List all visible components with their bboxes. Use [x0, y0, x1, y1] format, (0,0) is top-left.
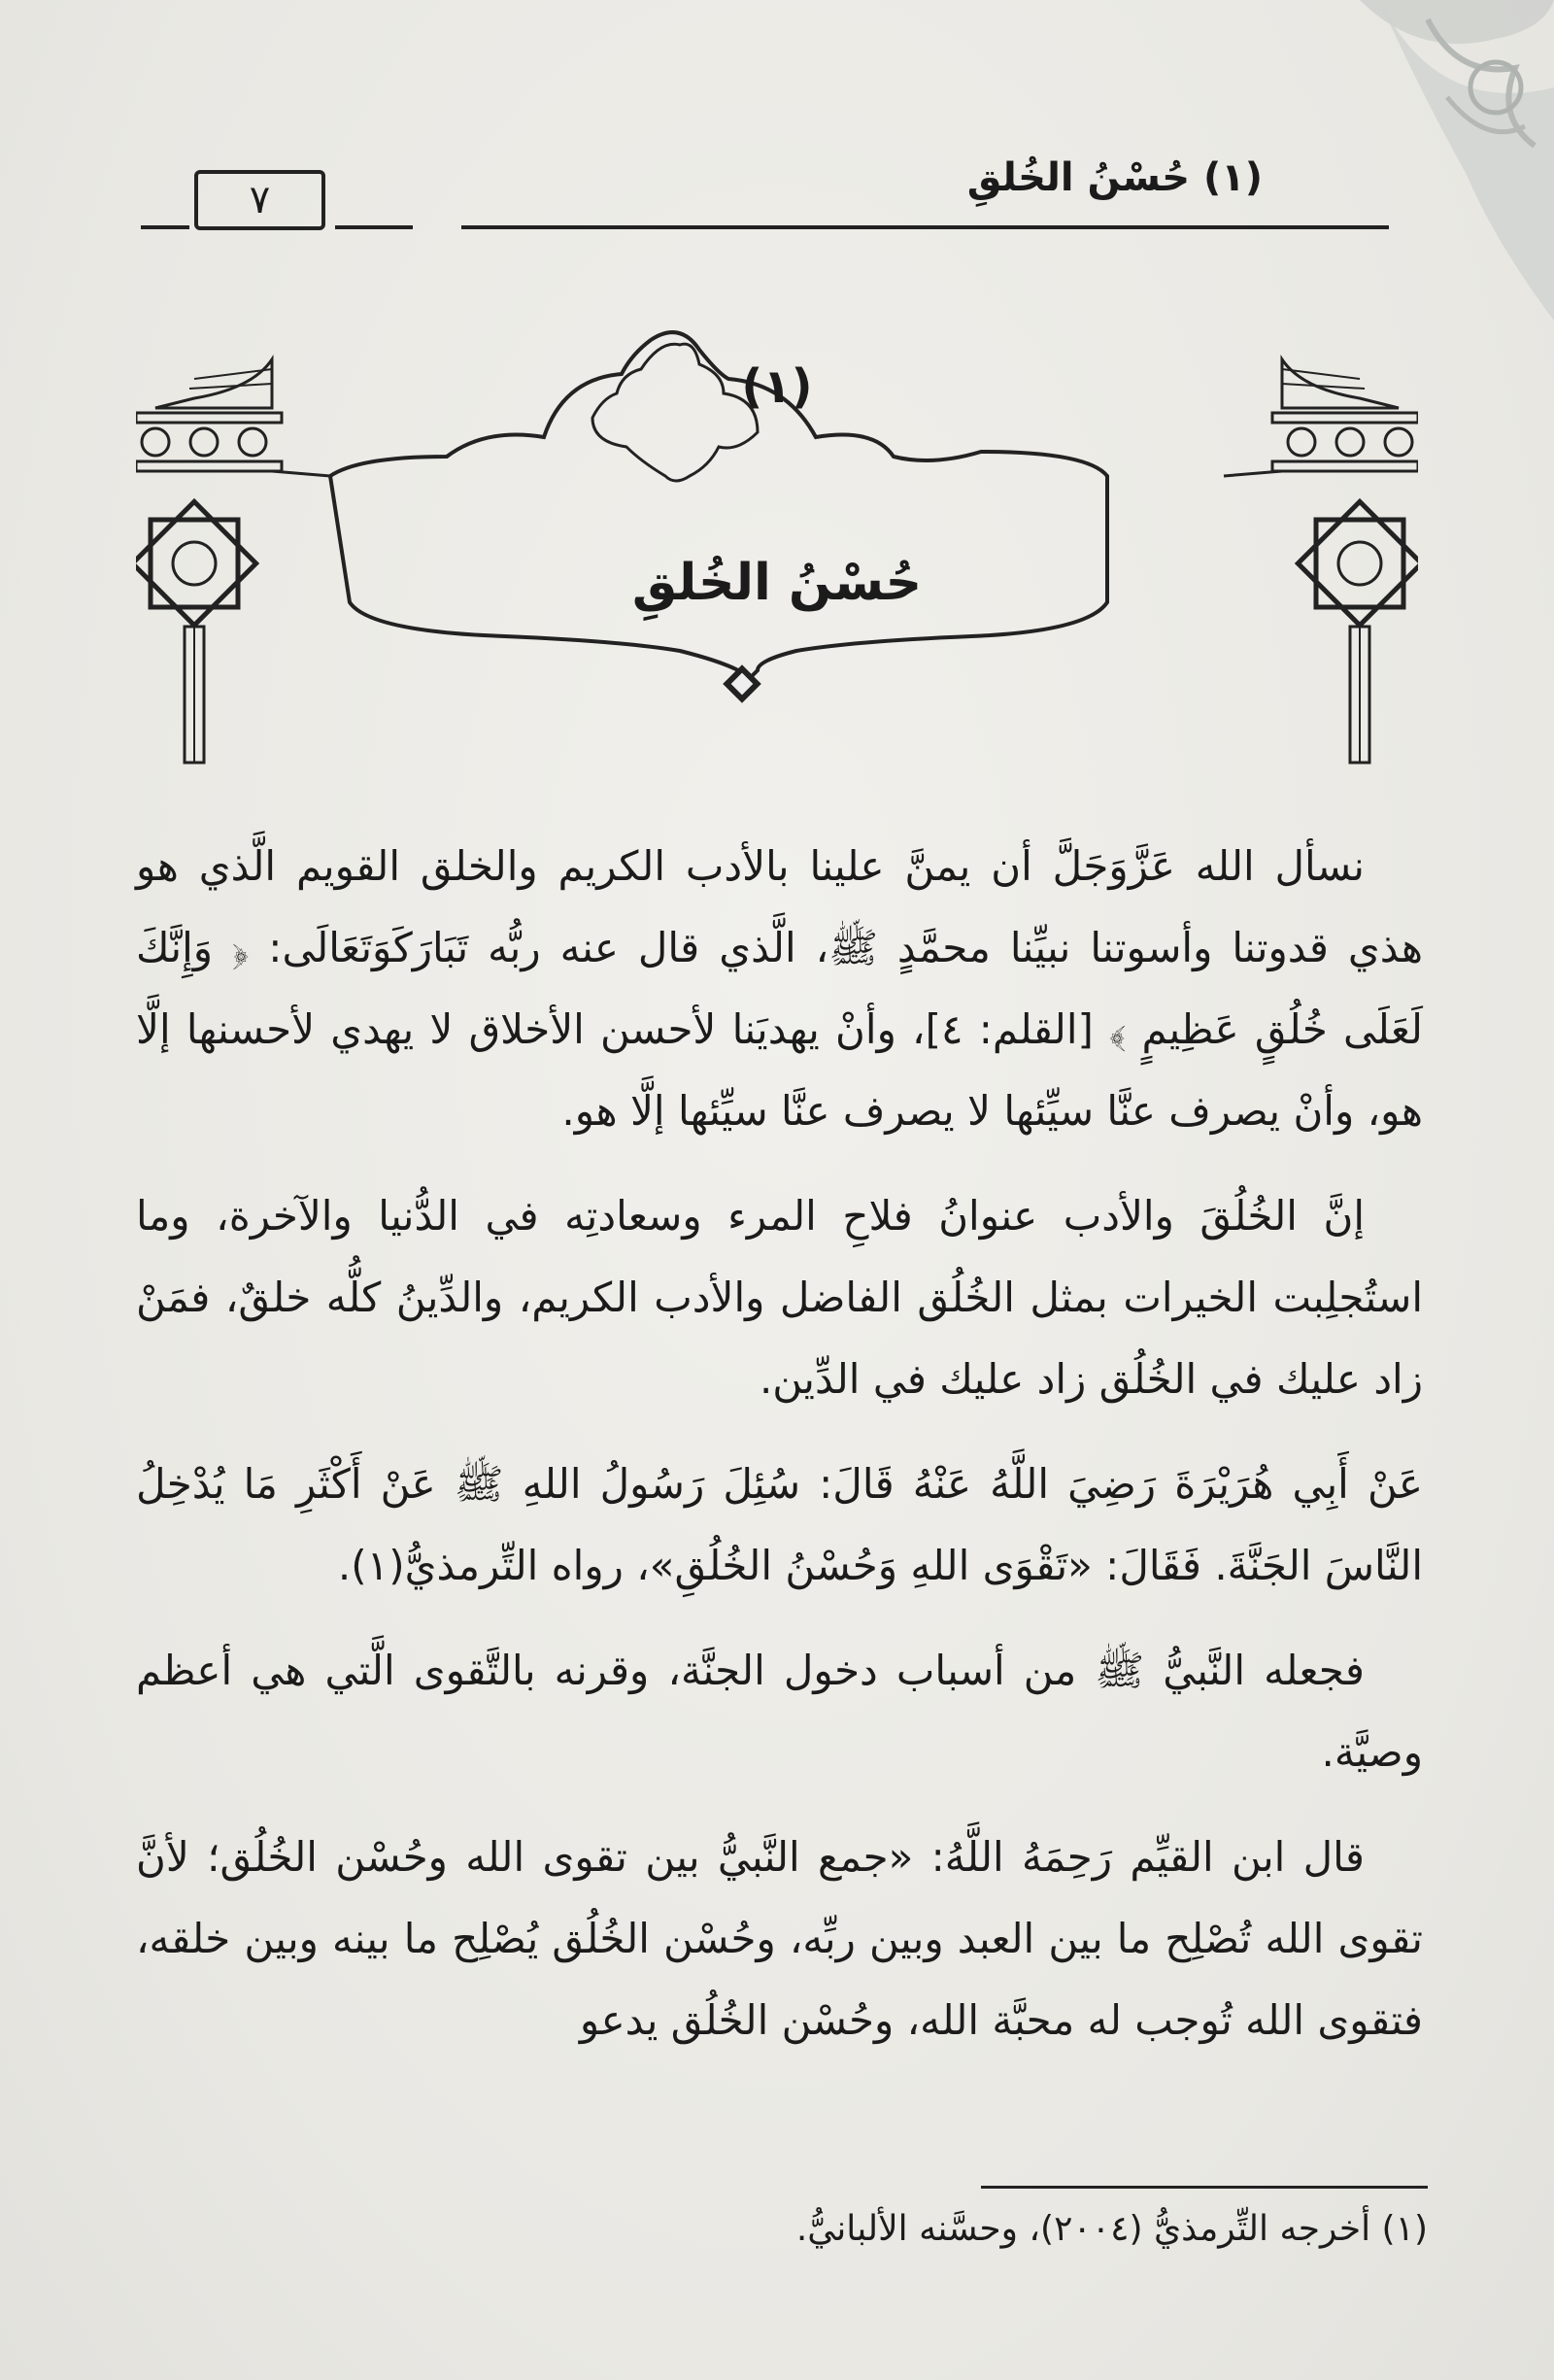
- chapter-frame-ornament: [136, 282, 1418, 767]
- footnote-rule: [981, 2186, 1428, 2189]
- paragraph: فجعله النَّبيُّ ﷺ من أسباب دخول الجنَّة، وقرنه بالتَّقوى الَّتي هي أعظم وصيَّة.: [136, 1647, 1423, 1776]
- paragraph: قال ابن القيِّم رَحِمَهُ اللَّهُ: «جمع النَّبيُّ بين تقوى الله وحُسْن الخُلُق؛ لأنَّ تقوى الله تُصْلِح ما بين العبد وبين ربِّه، وحُسْن الخُلُق يُصْلِح ما بينه وبين خلقه، فتقوى الله تُوجب له محبَّة الله، وحُسْن الخُلُق يدعو: [136, 1833, 1423, 2044]
- chapter-title: حُسْنُ الخُلقِ: [631, 554, 923, 612]
- footnote: (١) أخرجه التِّرمذيُّ (٢٠٠٤)، وحسَّنه الألبانيُّ.: [795, 2209, 1428, 2249]
- corner-ornament: [1301, 0, 1554, 321]
- page-number: ٧: [194, 170, 325, 230]
- body-text: [136, 826, 1423, 2085]
- paragraph: نسأل الله عَزَّوَجَلَّ أن يمنَّ علينا بالأدب الكريم والخلق القويم الَّذي هو هذي قدوتنا وأسوتنا نبيِّنا محمَّدٍ ﷺ، الَّذي قال عنه ربُّه تَبَارَكَوَتَعَالَى: ﴿ وَإِنَّكَ لَعَلَى خُلُقٍ عَظِيمٍ ﴾ [القلم: ٤]، وأنْ يهديَنا لأحسن الأخلاق لا يهدي لأحسنها إلَّا هو، وأنْ يصرف عنَّا سيِّئها لا يصرف عنَّا سيِّئها إلَّا هو.: [136, 842, 1423, 1135]
- header-rule-mid: [335, 225, 413, 229]
- chapter-number: (١): [741, 359, 813, 414]
- header-rule: [461, 225, 1389, 229]
- paragraph: إنَّ الخُلُقَ والأدب عنوانُ فلاحِ المرء وسعادتِه في الدُّنيا والآخرة، وما استُجلِبت الخيرات بمثل الخُلُق الفاضل والأدب الكريم، والدِّينُ كلُّه خلقٌ، فمَنْ زاد عليك في الخُلُق زاد عليك في الدِّين.: [136, 1192, 1423, 1403]
- header-rule-left: [141, 225, 189, 229]
- hadith-paragraph: عَنْ أَبِي هُرَيْرَةَ رَضِيَ اللَّهُ عَنْهُ قَالَ: سُئِلَ رَسُولُ اللهِ ﷺ عَنْ أَكْثَرِ مَا يُدْخِلُ النَّاسَ الجَنَّةَ. فَقَالَ: «تَقْوَى اللهِ وَحُسْنُ الخُلُقِ»، رواه التِّرمذيُّ(١).: [136, 1460, 1423, 1589]
- running-title: (١) حُسْنُ الخُلقِ: [966, 155, 1263, 200]
